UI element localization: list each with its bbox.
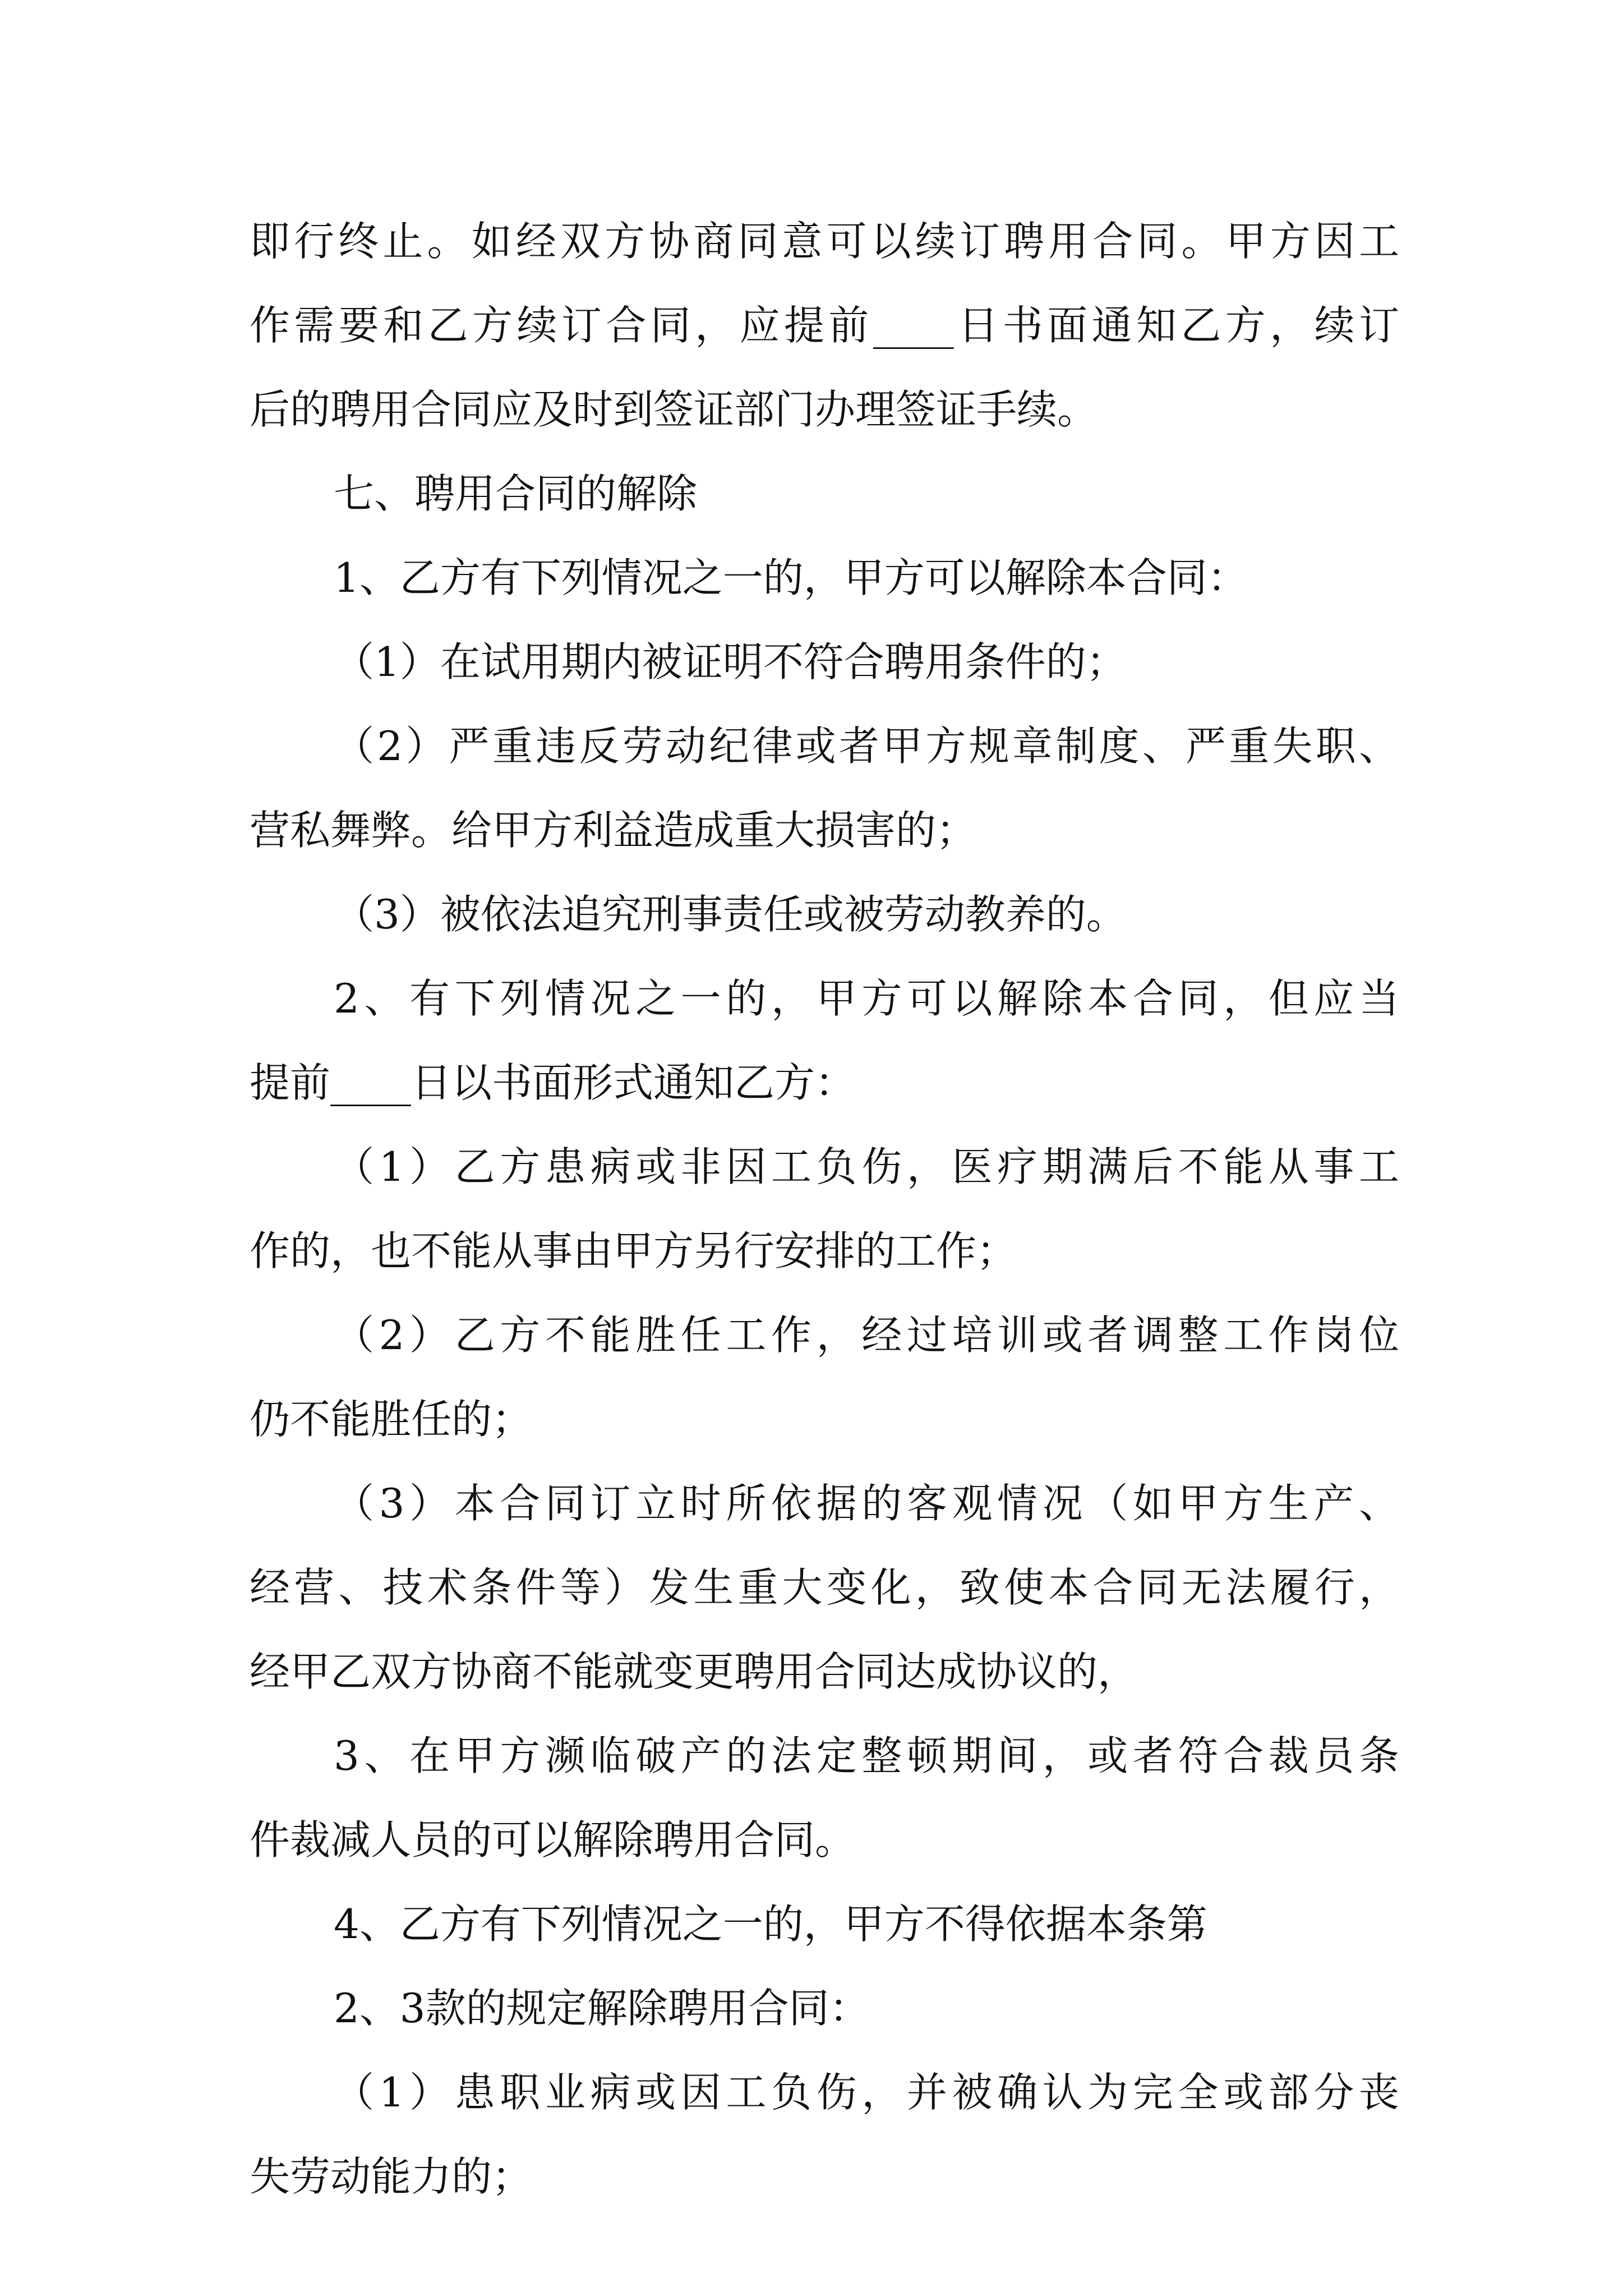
paragraph-line: 经甲乙双方协商不能就变更聘用合同达成协议的， [250, 1648, 1138, 1695]
paragraph-line: 3、在甲方濒临破产的法定整顿期间，或者符合裁员条 [334, 1732, 1399, 1779]
paragraph-line: 作需要和乙方续订合同，应提前____日书面通知乙方，续订 [250, 302, 1399, 349]
paragraph-line: 经营、技术条件等）发生重大变化，致使本合同无法履行， [250, 1564, 1399, 1611]
paragraph-line: 件裁减人员的可以解除聘用合同。 [250, 1816, 856, 1864]
paragraph-line: 仍不能胜任的； [250, 1396, 533, 1443]
list-item: （2）乙方不能胜任工作，经过培训或者调整工作岗位 [334, 1312, 1399, 1359]
paragraph-line: 2、有下列情况之一的，甲方可以解除本合同，但应当 [334, 975, 1399, 1022]
paragraph-line: 提前____日以书面形式通知乙方： [250, 1059, 856, 1106]
paragraph-line: 即行终止。如经双方协商同意可以续订聘用合同。甲方因工 [250, 218, 1399, 265]
list-item: （2）严重违反劳动纪律或者甲方规章制度、严重失职、 [334, 723, 1399, 770]
list-item: （1）在试用期内被证明不符合聘用条件的； [334, 638, 1127, 685]
paragraph-line: 营私舞弊。给甲方利益造成重大损害的； [250, 807, 977, 854]
list-item: （3）本合同订立时所依据的客观情况（如甲方生产、 [334, 1480, 1399, 1527]
paragraph-line: 作的，也不能从事由甲方另行安排的工作； [250, 1227, 1017, 1274]
list-item: （3）被依法追究刑事责任或被劳动教养的。 [334, 891, 1127, 938]
paragraph-line: 2、3款的规定解除聘用合同： [334, 1985, 870, 2032]
paragraph-line: 失劳动能力的； [250, 2153, 533, 2200]
list-item: （1）患职业病或因工负伤，并被确认为完全或部分丧 [334, 2069, 1399, 2116]
section-heading: 七、聘用合同的解除 [334, 470, 698, 517]
paragraph-line: 4、乙方有下列情况之一的，甲方不得依据本条第 [334, 1901, 1207, 1948]
document-body [250, 199, 1399, 2219]
list-item: （1）乙方患病或非因工负伤，医疗期满后不能从事工 [334, 1143, 1399, 1190]
paragraph-line: 1、乙方有下列情况之一的，甲方可以解除本合同： [334, 554, 1248, 601]
paragraph-line: 后的聘用合同应及时到签证部门办理签证手续。 [250, 386, 1098, 433]
